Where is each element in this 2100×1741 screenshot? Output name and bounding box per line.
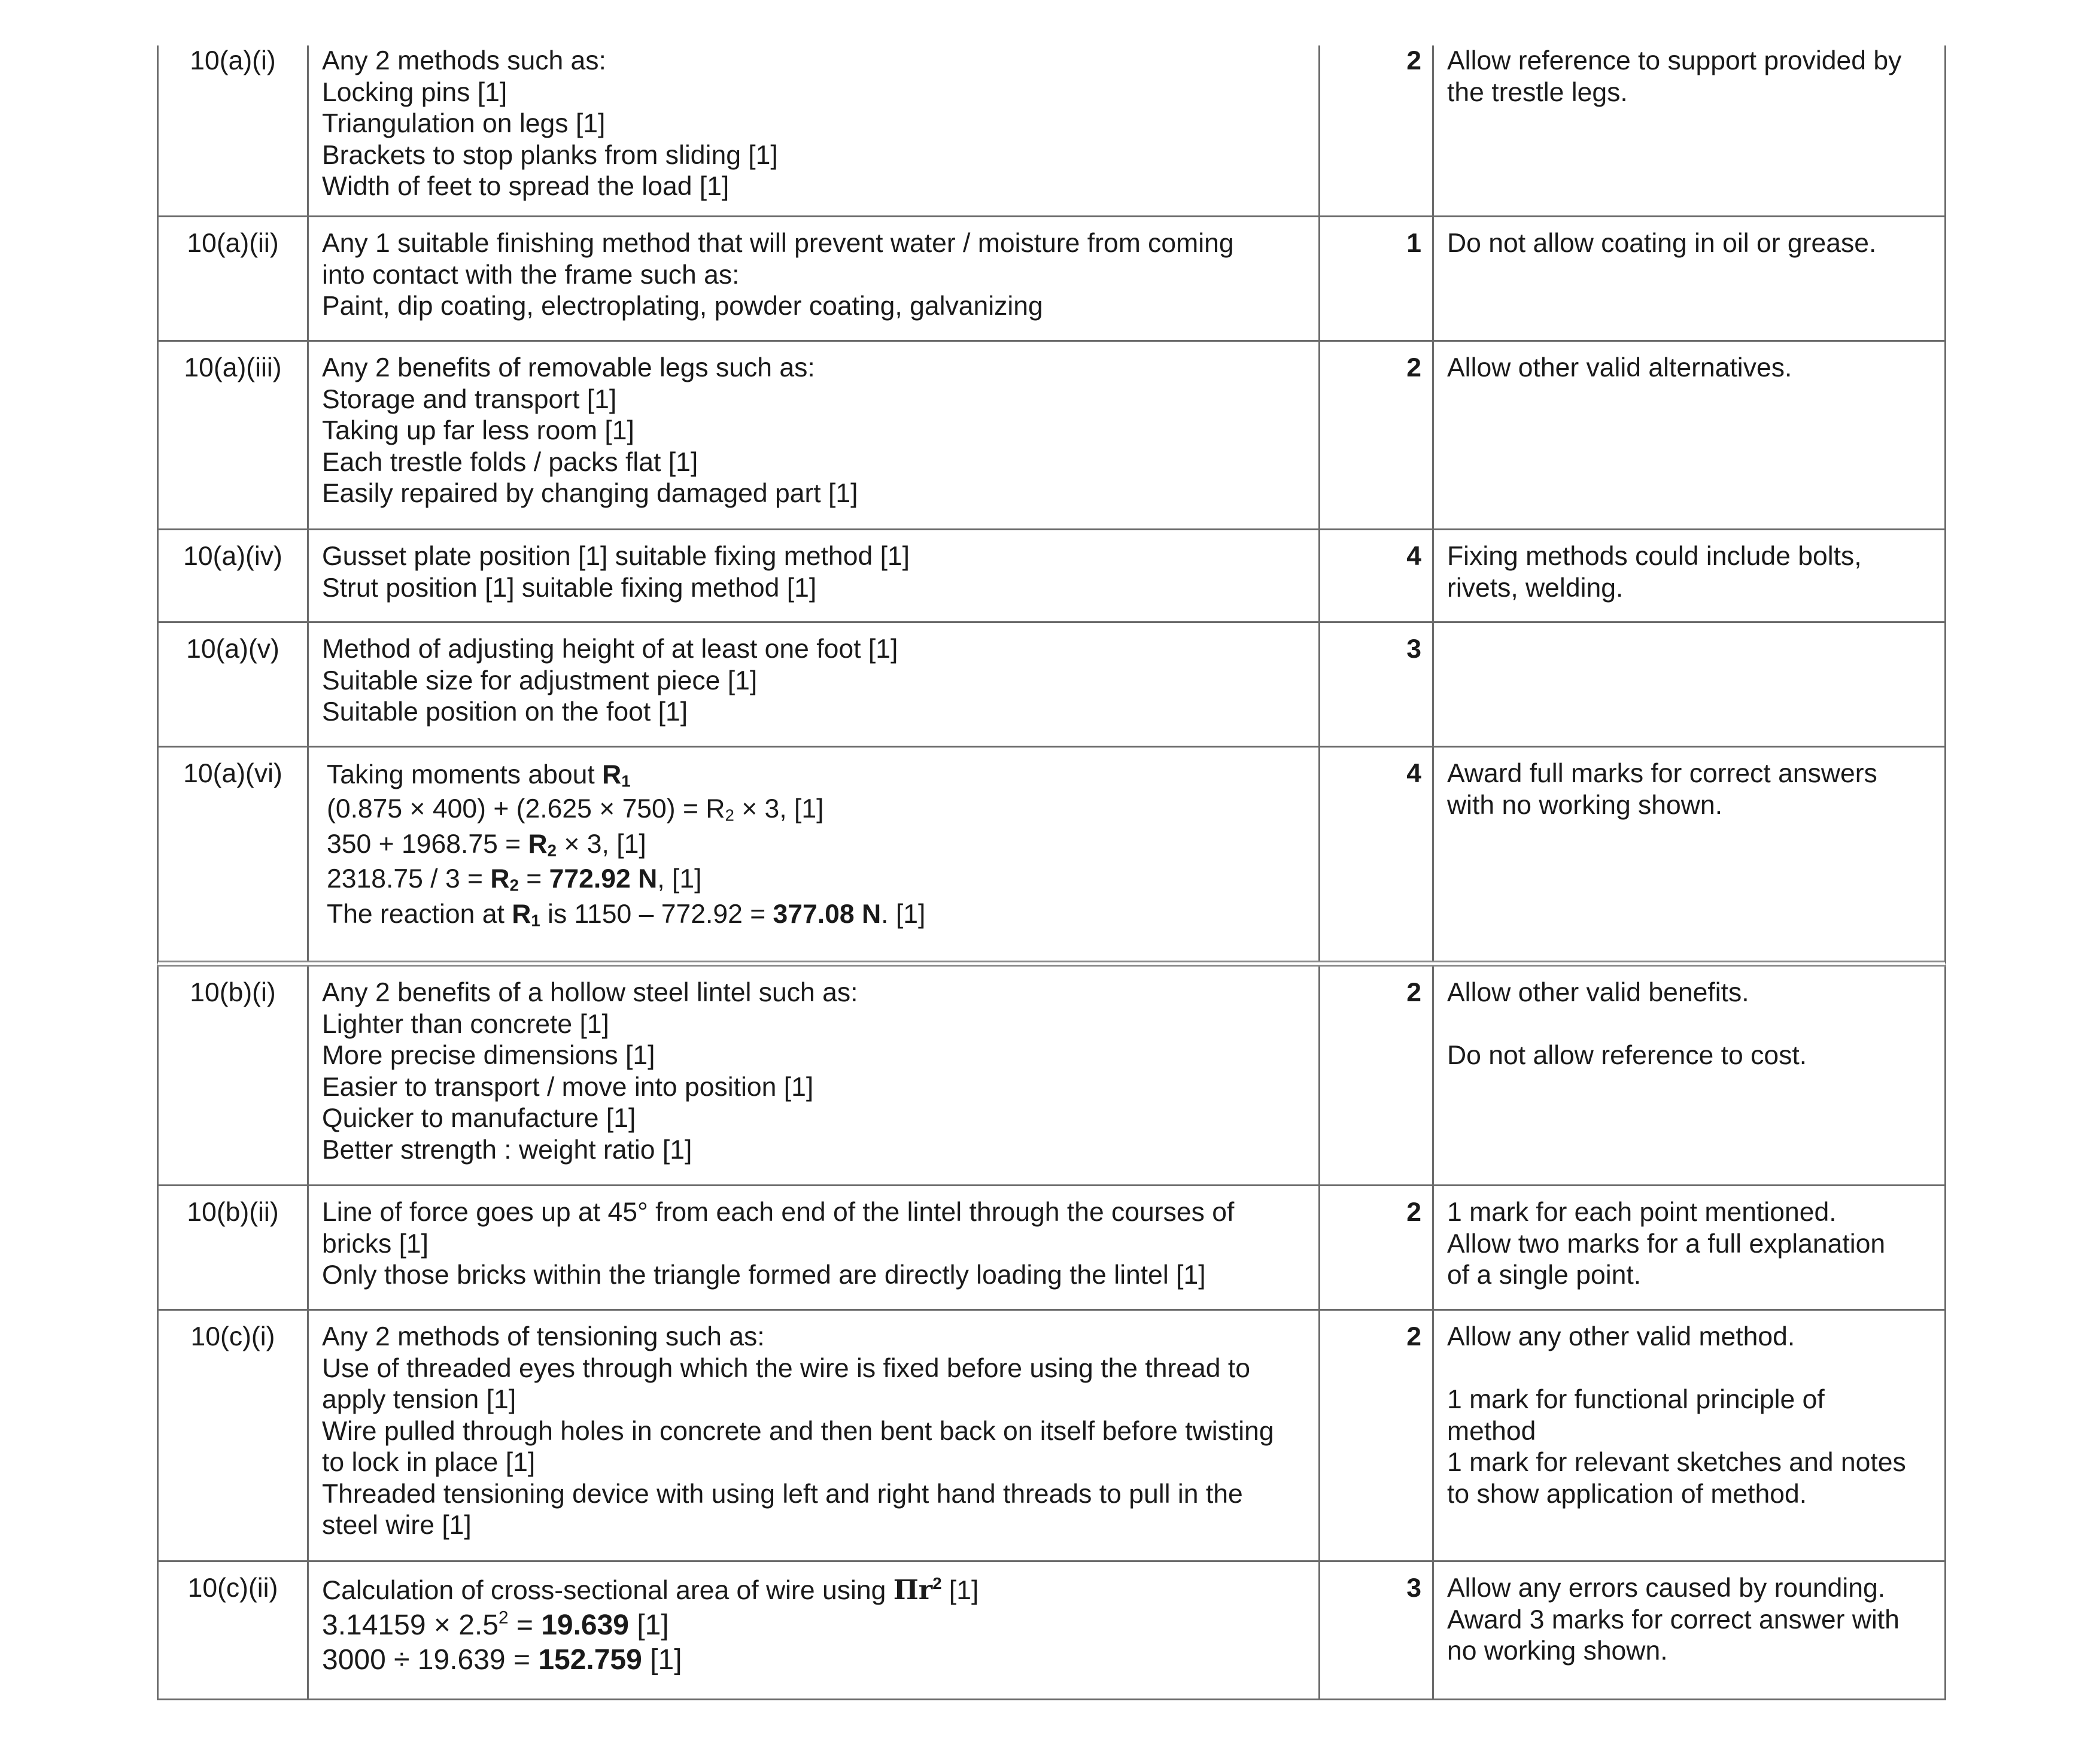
answer-line: Wire pulled through holes in concrete and then bent back on itself before twisting: [322, 1416, 1274, 1446]
answer-line: Paint, dip coating, electroplating, powder coating, galvanizing: [322, 291, 1043, 321]
answer-line: Any 2 methods such as:: [322, 46, 606, 75]
marks-cell: 3: [1318, 623, 1432, 746]
answer-cell: [307, 217, 1318, 340]
guidance-line: Allow any other valid method.: [1447, 1322, 1795, 1351]
answer-line: Quicker to manufacture [1]: [322, 1104, 636, 1133]
calc-text: 350 + 1968.75 =: [327, 829, 528, 859]
answer-line: Triangulation on legs [1]: [322, 109, 606, 138]
answer-line: Only those bricks within the triangle formed are directly loading the lintel [1]: [322, 1260, 1206, 1290]
calc-symbol: R: [512, 899, 531, 929]
spacer: [1447, 1353, 1938, 1385]
answer-line: Strut position [1] suitable fixing method [1]: [322, 573, 817, 603]
guidance-line: Award 3 marks for correct answer with: [1447, 1605, 1900, 1634]
table-row: [157, 1562, 1946, 1700]
marks-cell: 4: [1318, 530, 1432, 621]
answer-line: Use of threaded eyes through which the wire is fixed before using the thread to: [322, 1353, 1251, 1383]
answer-cell: [307, 623, 1318, 746]
question-number: 10(a)(v): [186, 634, 279, 664]
guidance-cell: [1432, 217, 1948, 340]
calc-subscript: 2: [725, 806, 734, 825]
guidance-line: Do not allow reference to cost.: [1447, 1041, 1807, 1070]
question-number: 10(a)(i): [190, 46, 276, 75]
answer-line: Line of force goes up at 45° from each end of the lintel through the courses of: [322, 1198, 1235, 1227]
guidance-line: with no working shown.: [1447, 790, 1723, 820]
calc-text: Calculation of cross-sectional area of wire using: [322, 1576, 894, 1605]
calc-text: 2318.75 / 3 =: [327, 864, 491, 894]
marks-cell: 3: [1318, 1562, 1432, 1699]
calc-text: is 1150 – 772.92 =: [540, 899, 773, 929]
guidance-line: Allow other valid alternatives.: [1447, 353, 1792, 382]
answer-cell: [307, 967, 1318, 1184]
calc-symbol: Πr: [893, 1575, 933, 1606]
marks-cell: 2: [1318, 45, 1432, 216]
guidance-line: of a single point.: [1447, 1260, 1642, 1290]
answer-line: Any 2 benefits of a hollow steel lintel such as:: [322, 978, 858, 1007]
answer-line: Each trestle folds / packs flat [1]: [322, 447, 698, 477]
calc-text: Taking moments about: [327, 760, 603, 789]
marks-cell: 2: [1318, 342, 1432, 528]
answer-line: Method of adjusting height of at least one foot [1]: [322, 634, 898, 664]
table-row: [157, 530, 1946, 623]
calc-result: 19.639: [541, 1609, 629, 1641]
calc-line-1: [322, 1573, 1309, 1608]
answer-line: Storage and transport [1]: [322, 384, 617, 414]
answer-line: More precise dimensions [1]: [322, 1041, 655, 1070]
guidance-line: Allow other valid benefits.: [1447, 978, 1749, 1007]
marks-cell: 2: [1318, 967, 1432, 1184]
guidance-cell: [1432, 342, 1948, 528]
table-row: [157, 1311, 1946, 1562]
table-row: [157, 45, 1946, 217]
calc-text: [1]: [629, 1609, 669, 1641]
calc-text: . [1]: [881, 899, 926, 929]
calc-text: [1]: [642, 1644, 682, 1676]
calc-line-4: [327, 862, 1309, 897]
calc-symbol: R: [528, 829, 548, 859]
answer-line: Any 1 suitable finishing method that will prevent water / moisture from coming: [322, 229, 1234, 258]
guidance-cell: [1432, 967, 1948, 1184]
question-number: 10(b)(i): [190, 978, 276, 1007]
calc-text: × 3, [1]: [734, 794, 824, 824]
calc-text: × 3, [1]: [557, 829, 646, 859]
marks-cell: 4: [1318, 748, 1432, 961]
answer-cell: [307, 342, 1318, 528]
question-number: 10(c)(ii): [187, 1573, 278, 1603]
guidance-line: Do not allow coating in oil or grease.: [1447, 229, 1877, 258]
question-number: 10(a)(ii): [187, 229, 279, 258]
guidance-line: Allow any errors caused by rounding.: [1447, 1573, 1886, 1603]
guidance-cell: [1432, 530, 1948, 621]
marks-cell: 2: [1318, 1186, 1432, 1309]
calc-line-3: [322, 1643, 1309, 1678]
answer-line: into contact with the frame such as:: [322, 260, 740, 290]
guidance-line: the trestle legs.: [1447, 77, 1628, 107]
calc-subscript: 2: [509, 876, 519, 895]
answer-line: Easily repaired by changing damaged part [1]: [322, 479, 858, 508]
calc-text: The reaction at: [327, 899, 512, 929]
calc-text: 3.14159 × 2.5: [322, 1609, 499, 1641]
answer-cell: [307, 45, 1318, 216]
calc-symbol: R: [602, 760, 622, 789]
answer-cell: [307, 530, 1318, 621]
answer-line: Gusset plate position [1] suitable fixing method [1]: [322, 542, 910, 571]
answer-cell: [307, 1186, 1318, 1309]
answer-line: Taking up far less room [1]: [322, 416, 634, 445]
calc-line-5: [327, 897, 1309, 932]
calc-text: [1]: [941, 1576, 979, 1605]
calc-subscript: 2: [547, 841, 557, 860]
mark-scheme-table: [157, 45, 1946, 1700]
question-number: 10(c)(i): [190, 1322, 275, 1351]
answer-line: bricks [1]: [322, 1229, 429, 1259]
calc-superscript: 2: [498, 1608, 509, 1628]
answer-line: Easier to transport / move into position [1]: [322, 1072, 814, 1102]
guidance-line: 1 mark for each point mentioned.: [1447, 1198, 1837, 1227]
guidance-line: rivets, welding.: [1447, 573, 1624, 603]
calc-line-1: [327, 758, 1309, 792]
calc-line-2: [322, 1608, 1309, 1643]
table-row: [157, 217, 1946, 342]
table-row: [157, 342, 1946, 530]
table-row: [157, 623, 1946, 748]
table-row: [157, 748, 1946, 967]
answer-line: steel wire [1]: [322, 1511, 472, 1540]
guidance-line: 1 mark for relevant sketches and notes: [1447, 1448, 1906, 1477]
answer-cell: [307, 748, 1318, 961]
calc-subscript: 1: [531, 911, 540, 930]
guidance-line: Allow two marks for a full explanation: [1447, 1229, 1886, 1259]
calc-line-2: [327, 792, 1309, 827]
question-number: 10(a)(iii): [184, 353, 282, 382]
calc-result: 152.759: [538, 1644, 642, 1676]
calc-subscript: 1: [621, 771, 631, 791]
answer-line: to lock in place [1]: [322, 1448, 536, 1477]
guidance-cell: [1432, 1311, 1948, 1560]
guidance-cell: [1432, 1186, 1948, 1309]
table-row: [157, 967, 1946, 1186]
guidance-cell: [1432, 623, 1948, 746]
spacer: [1447, 1009, 1938, 1041]
calc-symbol: R: [490, 864, 510, 894]
guidance-line: no working shown.: [1447, 1636, 1668, 1666]
calc-text: (0.875 × 400) + (2.625 × 750) = R: [327, 794, 725, 824]
guidance-line: Allow reference to support provided by: [1447, 46, 1902, 75]
answer-line: Lighter than concrete [1]: [322, 1009, 609, 1039]
answer-line: Threaded tensioning device with using left and right hand threads to pull in the: [322, 1479, 1243, 1509]
answer-line: Brackets to stop planks from sliding [1]: [322, 140, 778, 170]
answer-line: Locking pins [1]: [322, 77, 507, 107]
answer-line: Any 2 benefits of removable legs such as:: [322, 353, 815, 382]
marks-cell: 1: [1318, 217, 1432, 340]
calc-text: 3000 ÷ 19.639 =: [322, 1644, 539, 1676]
guidance-cell: [1432, 45, 1948, 216]
question-number: 10(b)(ii): [187, 1198, 279, 1227]
guidance-line: method: [1447, 1416, 1536, 1446]
answer-line: Any 2 methods of tensioning such as:: [322, 1322, 765, 1351]
guidance-line: Fixing methods could include bolts,: [1447, 542, 1862, 571]
calc-superscript: 2: [932, 1573, 942, 1593]
guidance-line: to show application of method.: [1447, 1479, 1807, 1509]
answer-cell: [307, 1562, 1318, 1699]
table-row: [157, 1186, 1946, 1311]
guidance-line: 1 mark for functional principle of: [1447, 1385, 1825, 1414]
question-number: 10(a)(vi): [183, 759, 282, 788]
calc-result: 377.08 N: [773, 899, 882, 929]
calc-result: 772.92 N: [549, 864, 658, 894]
answer-cell: [307, 1311, 1318, 1560]
guidance-cell: [1432, 1562, 1948, 1699]
answer-line: apply tension [1]: [322, 1385, 516, 1414]
question-number: 10(a)(iv): [183, 542, 282, 571]
calc-text: , [1]: [657, 864, 702, 894]
calc-text: =: [518, 864, 549, 894]
calc-line-3: [327, 827, 1309, 862]
answer-line: Better strength : weight ratio [1]: [322, 1135, 692, 1165]
marks-cell: 2: [1318, 1311, 1432, 1560]
calc-text: =: [508, 1609, 542, 1641]
answer-line: Suitable position on the foot [1]: [322, 697, 688, 727]
answer-line: Width of feet to spread the load [1]: [322, 172, 730, 201]
guidance-cell: [1432, 748, 1948, 961]
answer-line: Suitable size for adjustment piece [1]: [322, 666, 758, 695]
guidance-line: Award full marks for correct answers: [1447, 759, 1877, 788]
